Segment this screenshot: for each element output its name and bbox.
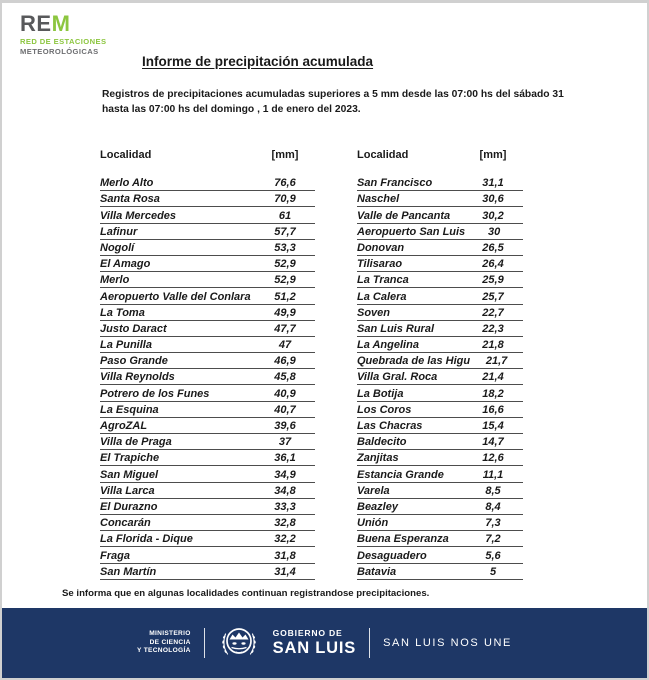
- government-wordmark: [273, 629, 356, 656]
- locality-name: Nogolí: [100, 241, 135, 254]
- table-row: [357, 564, 523, 580]
- precipitation-value: 34,9: [274, 468, 296, 481]
- table-row: [100, 337, 315, 353]
- locality-name: Merlo Alto: [100, 177, 154, 190]
- precipitation-value: 51,2: [274, 290, 296, 303]
- locality-name: Villa de Praga: [100, 436, 172, 449]
- table-row: [357, 224, 523, 240]
- precipitation-value: 52,9: [274, 274, 296, 287]
- precipitation-value: 30: [487, 225, 501, 238]
- locality-name: Beazley: [357, 500, 398, 513]
- table-row: [100, 191, 315, 207]
- rem-logo-acronym-primary: RE: [20, 11, 52, 36]
- locality-name: Potrero de los Funes: [100, 387, 210, 400]
- precipitation-value: 57,7: [274, 225, 296, 238]
- column-header-unit: [mm]: [479, 149, 507, 161]
- table-row: [100, 207, 315, 223]
- precipitation-value: 25,9: [482, 274, 504, 287]
- locality-name: La Botija: [357, 387, 404, 400]
- locality-name: Estancia Grande: [357, 468, 444, 481]
- locality-name: Tilisarao: [357, 258, 403, 271]
- locality-name: Donovan: [357, 241, 405, 254]
- table-row: [357, 385, 523, 401]
- table-row: [357, 369, 523, 385]
- table-row: [357, 305, 523, 321]
- table-row: [357, 499, 523, 515]
- precipitation-value: 52,9: [274, 258, 296, 271]
- precipitation-value: 76,6: [274, 177, 296, 190]
- locality-name: Valle de Pancanta: [357, 209, 451, 222]
- locality-name: Concarán: [100, 517, 151, 530]
- locality-name: San Luis Rural: [357, 322, 435, 335]
- table-row: [100, 434, 315, 450]
- table-body-right: [357, 175, 523, 580]
- precipitation-value: 34,8: [274, 484, 296, 497]
- precipitation-value: 5: [489, 565, 497, 578]
- precipitation-value: 30,6: [482, 193, 504, 206]
- table-row: [357, 450, 523, 466]
- precipitation-value: 40,7: [274, 403, 296, 416]
- precipitation-value: 25,7: [482, 290, 504, 303]
- locality-name: Villa Larca: [100, 484, 155, 497]
- table-row: [100, 224, 315, 240]
- table-header-left: [100, 149, 315, 162]
- locality-name: Fraga: [100, 549, 130, 562]
- locality-name: El Trapiche: [100, 452, 160, 465]
- precipitation-value: 46,9: [274, 355, 296, 368]
- table-row: [357, 240, 523, 256]
- precipitation-value: 15,4: [482, 420, 504, 432]
- precipitation-value: 16,6: [482, 403, 504, 416]
- table-row: [357, 434, 523, 450]
- precipitation-value: 61: [278, 209, 292, 222]
- page-title: Informe de precipitación acumulada: [142, 54, 374, 69]
- locality-name: Buena Esperanza: [357, 533, 449, 546]
- table-row: [357, 353, 523, 369]
- precipitation-value: 5,6: [485, 549, 501, 562]
- locality-name: La Calera: [357, 290, 407, 303]
- report-note: Se informa que en algunas localidades continuan registrandose precipitaciones.: [62, 588, 430, 599]
- table-row: [100, 321, 315, 337]
- precipitation-value: 30,2: [482, 209, 504, 222]
- locality-name: Aeropuerto San Luis: [357, 225, 466, 238]
- locality-name: San Martín: [100, 565, 157, 578]
- precipitation-value: 45,8: [274, 371, 296, 384]
- precipitation-value: 32,8: [274, 517, 296, 530]
- locality-name: Soven: [357, 306, 391, 319]
- precipitation-value: 36,1: [274, 452, 296, 465]
- locality-name: Naschel: [357, 193, 400, 206]
- government-footer-bar: [2, 608, 647, 678]
- table-row: [100, 564, 315, 580]
- precipitation-value: 39,6: [274, 420, 296, 432]
- table-row: [100, 450, 315, 466]
- table-row: [357, 288, 523, 304]
- precipitation-value: 7,2: [485, 533, 501, 546]
- precipitation-value: 47,7: [274, 322, 296, 335]
- precipitation-value: 26,5: [482, 241, 504, 254]
- table-row: [100, 385, 315, 401]
- locality-name: San Miguel: [100, 468, 159, 481]
- locality-name: El Durazno: [100, 500, 158, 513]
- precipitation-value: 18,2: [482, 387, 504, 400]
- column-header-locality: Localidad: [357, 149, 409, 161]
- precipitation-value: 14,7: [482, 436, 504, 449]
- report-intro: [102, 87, 582, 118]
- table-row: [100, 499, 315, 515]
- precipitation-value: 53,3: [274, 241, 296, 254]
- precipitation-value: 8,4: [485, 500, 501, 513]
- precipitation-value: 31,4: [274, 565, 296, 578]
- table-row: [357, 483, 523, 499]
- table-row: [357, 531, 523, 547]
- locality-name: Santa Rosa: [100, 193, 160, 206]
- column-header-locality: Localidad: [100, 149, 152, 161]
- table-row: [357, 175, 523, 191]
- locality-name: San Francisco: [357, 177, 433, 190]
- locality-name: La Punilla: [100, 339, 152, 352]
- locality-name: El Amago: [100, 258, 151, 271]
- table-row: [357, 321, 523, 337]
- locality-name: Las Chacras: [357, 420, 423, 432]
- footer-slogan: SAN LUIS NOS UNE: [383, 637, 512, 649]
- precipitation-value: 33,3: [274, 500, 296, 513]
- column-header-unit: [mm]: [271, 149, 299, 161]
- locality-name: Unión: [357, 517, 389, 530]
- locality-name: Justo Daract: [100, 322, 167, 335]
- table-row: [357, 191, 523, 207]
- locality-name: Batavia: [357, 565, 397, 578]
- table-row: [100, 531, 315, 547]
- table-row: [100, 305, 315, 321]
- table-row: [100, 369, 315, 385]
- san-luis-emblem-icon: [218, 623, 260, 663]
- footer-divider: [204, 628, 205, 658]
- table-row: [100, 272, 315, 288]
- table-row: [357, 547, 523, 563]
- locality-name: La Toma: [100, 306, 145, 319]
- locality-name: Lafinur: [100, 225, 138, 238]
- table-row: [100, 547, 315, 563]
- table-row: [100, 515, 315, 531]
- locality-name: La Angelina: [357, 339, 419, 352]
- locality-name: Desaguadero: [357, 549, 427, 562]
- precipitation-value: 31,8: [274, 549, 296, 562]
- government-wordmark-small: GOBIERNO DE: [272, 628, 343, 639]
- precipitation-value: 31,1: [482, 177, 504, 190]
- precipitation-value: 7,3: [485, 517, 501, 530]
- table-row: [357, 402, 523, 418]
- locality-name: Merlo: [100, 274, 130, 287]
- precipitation-value: 21,7: [485, 355, 508, 368]
- locality-name: Villa Reynolds: [100, 371, 175, 384]
- ministry-line3: Y TECNOLOGÍA: [137, 647, 191, 655]
- locality-name: Paso Grande: [100, 355, 168, 368]
- locality-name: Villa Gral. Roca: [357, 371, 438, 384]
- table-body-left: [100, 175, 315, 580]
- rem-logo-acronym: [20, 13, 106, 35]
- government-wordmark-large: SAN LUIS: [272, 639, 357, 658]
- report-intro-line2: hasta las 07:00 hs del domingo , 1 de enero del 2023.: [102, 104, 361, 116]
- table-row: [100, 353, 315, 369]
- report-intro-line1: Registros de precipitaciones acumuladas superiores a 5 mm desde las 07:00 hs del sábado 31: [102, 89, 564, 100]
- precipitation-value: 70,9: [274, 193, 296, 206]
- precipitation-value: 26,4: [482, 258, 504, 271]
- rem-logo-subtitle-line2: METEOROLÓGICAS: [20, 46, 99, 56]
- table-row: [357, 256, 523, 272]
- precipitation-value: 32,2: [274, 533, 296, 546]
- table-row: [357, 418, 523, 434]
- precipitation-value: 21,8: [482, 339, 504, 352]
- locality-name: La Florida - Dique: [100, 533, 193, 546]
- locality-name: Los Coros: [357, 403, 412, 416]
- precipitation-value: 49,9: [274, 306, 296, 319]
- rem-logo-subtitle-line1: RED DE ESTACIONES: [20, 37, 107, 46]
- precipitation-value: 22,3: [482, 322, 504, 335]
- precipitation-table-right: [357, 149, 523, 580]
- precipitation-value: 11,1: [482, 468, 504, 481]
- table-row: [357, 337, 523, 353]
- precipitation-value: 47: [278, 339, 292, 352]
- locality-name: La Tranca: [357, 274, 409, 287]
- ministry-line2: DE CIENCIA: [149, 638, 191, 646]
- table-row: [357, 272, 523, 288]
- footer-divider: [369, 628, 370, 658]
- locality-name: Villa Mercedes: [100, 209, 177, 222]
- precipitation-value: 37: [278, 436, 292, 449]
- table-row: [100, 402, 315, 418]
- locality-name: Baldecito: [357, 436, 407, 449]
- table-row: [357, 515, 523, 531]
- table-row: [100, 175, 315, 191]
- table-row: [100, 288, 315, 304]
- locality-name: Varela: [357, 484, 390, 497]
- ministry-wordmark: [137, 630, 191, 657]
- table-row: [357, 466, 523, 482]
- table-header-right: [357, 149, 523, 162]
- locality-name: Zanjitas: [357, 452, 399, 465]
- precipitation-value: 40,9: [274, 387, 296, 400]
- locality-name: La Esquina: [100, 403, 159, 416]
- locality-name: Quebrada de las Higu: [357, 355, 471, 368]
- table-row: [100, 240, 315, 256]
- precipitation-value: 21,4: [482, 371, 504, 384]
- table-row: [100, 418, 315, 434]
- ministry-line1: MINISTERIO: [149, 629, 191, 637]
- rem-logo: [20, 13, 106, 55]
- locality-name: Aeropuerto Valle del Conlara: [100, 290, 251, 303]
- precipitation-table-left: [100, 149, 315, 580]
- table-row: [100, 256, 315, 272]
- table-row: [100, 466, 315, 482]
- precipitation-value: 12,6: [482, 452, 504, 465]
- precipitation-value: 22,7: [482, 306, 504, 319]
- rem-logo-acronym-accent: M: [51, 11, 71, 36]
- table-row: [357, 207, 523, 223]
- locality-name: AgroZAL: [100, 420, 148, 432]
- table-row: [100, 483, 315, 499]
- precipitation-value: 8,5: [485, 484, 501, 497]
